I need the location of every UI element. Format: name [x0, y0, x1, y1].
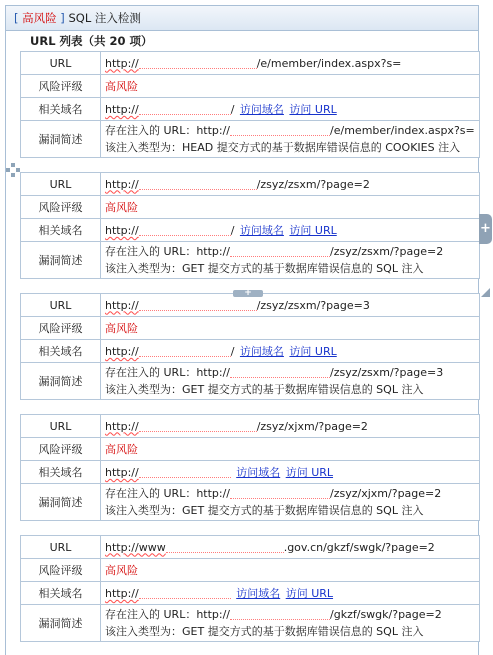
description-type-line: 该注入类型为：GET 提交方式的基于数据库错误信息的 SQL 注入: [105, 383, 424, 396]
resize-corner-icon[interactable]: [481, 288, 490, 297]
expand-side-tab[interactable]: [479, 214, 492, 244]
move-icon[interactable]: [6, 163, 20, 177]
description-value: [101, 605, 480, 642]
url-label: URL: [21, 415, 101, 438]
title-open-bracket: [: [14, 11, 23, 25]
description-url-line: 存在注入的 URL：http:// /e/member/index.aspx?s=: [105, 124, 475, 137]
description-url-line: 存在注入的 URL：http:// /gkzf/swgk/?page=2: [105, 608, 442, 621]
visit-url-link[interactable]: 访问 URL: [285, 587, 334, 600]
url-entry: [20, 51, 480, 158]
description-value: [101, 484, 480, 521]
description-type-line: 该注入类型为：GET 提交方式的基于数据库错误信息的 SQL 注入: [105, 504, 424, 517]
splitter-handle[interactable]: [233, 290, 263, 297]
url-entry: [20, 293, 480, 400]
description-value: [101, 242, 480, 279]
description-url-line: 存在注入的 URL：http:// /zsyz/zsxm/?page=2: [105, 245, 444, 258]
url-label: URL: [21, 52, 101, 75]
description-url-line: 存在注入的 URL：http:// /zsyz/zsxm/?page=3: [105, 366, 444, 379]
description-row: [21, 605, 480, 642]
risk-value: 高风险: [101, 75, 480, 98]
url-entry: [20, 535, 480, 642]
description-label: 漏洞简述: [21, 242, 101, 279]
domain-label: 相关域名: [21, 340, 101, 363]
description-label: 漏洞简述: [21, 363, 101, 400]
domain-row: [21, 219, 480, 242]
risk-row: [21, 75, 480, 98]
description-value: [101, 363, 480, 400]
url-row: [21, 173, 480, 196]
entry-separator: [6, 400, 478, 414]
domain-value: http:// / 访问域名 访问 URL: [101, 340, 480, 363]
risk-value: 高风险: [101, 438, 480, 461]
description-row: [21, 242, 480, 279]
title-close-bracket: ]: [56, 11, 65, 25]
description-type-line: 该注入类型为：HEAD 提交方式的基于数据库错误信息的 COOKIES 注入: [105, 141, 461, 154]
domain-label: 相关域名: [21, 461, 101, 484]
visit-domain-link[interactable]: 访问域名: [239, 345, 284, 358]
domain-value: http:// / 访问域名 访问 URL: [101, 219, 480, 242]
risk-label: 风险评级: [21, 75, 101, 98]
visit-domain-link[interactable]: 访问域名: [236, 466, 281, 479]
url-row: [21, 415, 480, 438]
visit-url-link[interactable]: 访问 URL: [289, 103, 337, 116]
risk-label: 风险评级: [21, 317, 101, 340]
url-list-heading: URL 列表（共 20 项）: [30, 34, 153, 48]
plus-icon: +: [480, 221, 491, 236]
url-label: URL: [21, 173, 101, 196]
entry-separator: [6, 521, 478, 535]
url-list: [6, 51, 478, 642]
description-row: [21, 363, 480, 400]
url-value: http:// /zsyz/zsxm/?page=2: [101, 173, 480, 196]
domain-value: http:// 访问域名 访问 URL: [101, 582, 480, 605]
risk-value: 高风险: [101, 317, 480, 340]
description-label: 漏洞简述: [21, 121, 101, 158]
title-risk-level: 高风险: [22, 11, 57, 25]
panel-title: [6, 6, 478, 31]
entry-separator: [6, 158, 478, 172]
url-value: http:// /e/member/index.aspx?s=: [101, 52, 480, 75]
domain-value: http:// 访问域名 访问 URL: [101, 461, 480, 484]
description-type-line: 该注入类型为：GET 提交方式的基于数据库错误信息的 SQL 注入: [105, 625, 424, 638]
description-label: 漏洞简述: [21, 605, 101, 642]
domain-row: [21, 582, 480, 605]
url-label: URL: [21, 536, 101, 559]
report-panel: [5, 5, 479, 655]
risk-row: [21, 196, 480, 219]
risk-row: [21, 438, 480, 461]
url-entry: [20, 414, 480, 521]
url-value: http:// /zsyz/zsxm/?page=3: [101, 294, 480, 317]
domain-label: 相关域名: [21, 219, 101, 242]
url-value: http://www .gov.cn/gkzf/swgk/?page=2: [101, 536, 480, 559]
description-row: [21, 484, 480, 521]
domain-label: 相关域名: [21, 98, 101, 121]
title-text: SQL 注入检测: [64, 11, 141, 25]
plus-icon: +: [244, 288, 252, 298]
description-label: 漏洞简述: [21, 484, 101, 521]
domain-value: http:// / 访问域名 访问 URL: [101, 98, 480, 121]
url-value: http:// /zsyz/xjxm/?page=2: [101, 415, 480, 438]
domain-row: [21, 98, 480, 121]
url-row: [21, 52, 480, 75]
description-row: [21, 121, 480, 158]
risk-value: 高风险: [101, 559, 480, 582]
risk-row: [21, 317, 480, 340]
visit-domain-link[interactable]: 访问域名: [239, 224, 284, 237]
domain-row: [21, 340, 480, 363]
risk-value: 高风险: [101, 196, 480, 219]
description-value: [101, 121, 480, 158]
visit-url-link[interactable]: 访问 URL: [285, 466, 334, 479]
risk-label: 风险评级: [21, 196, 101, 219]
visit-url-link[interactable]: 访问 URL: [289, 224, 337, 237]
description-url-line: 存在注入的 URL：http:// /zsyz/xjxm/?page=2: [105, 487, 442, 500]
url-entry: [20, 172, 480, 279]
visit-domain-link[interactable]: 访问域名: [239, 103, 284, 116]
domain-row: [21, 461, 480, 484]
visit-url-link[interactable]: 访问 URL: [289, 345, 337, 358]
risk-label: 风险评级: [21, 559, 101, 582]
risk-label: 风险评级: [21, 438, 101, 461]
url-row: [21, 536, 480, 559]
url-label: URL: [21, 294, 101, 317]
risk-row: [21, 559, 480, 582]
domain-label: 相关域名: [21, 582, 101, 605]
visit-domain-link[interactable]: 访问域名: [236, 587, 281, 600]
description-type-line: 该注入类型为：GET 提交方式的基于数据库错误信息的 SQL 注入: [105, 262, 424, 275]
